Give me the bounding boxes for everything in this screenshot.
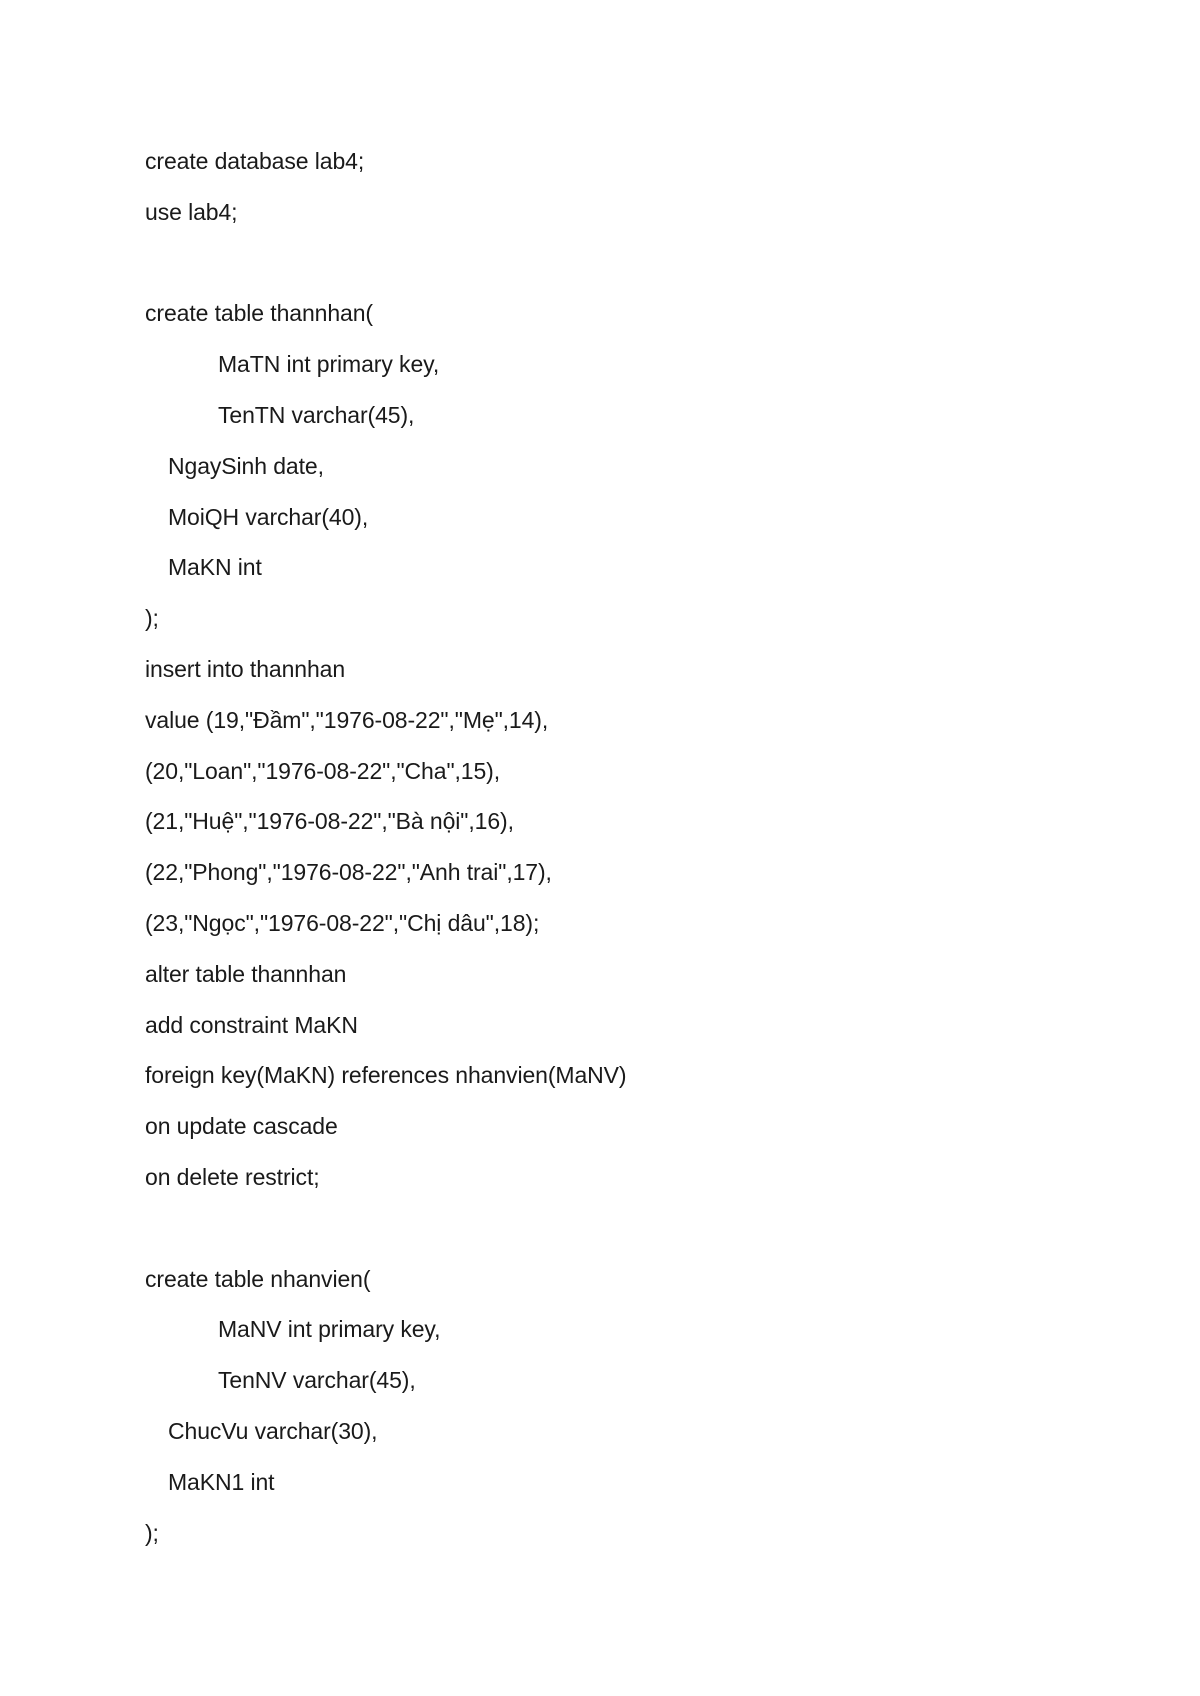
- blank-line: [0, 1203, 1200, 1254]
- text-line: );: [145, 605, 159, 632]
- text-line: MoiQH varchar(40),: [168, 503, 369, 530]
- text-line: on update cascade: [145, 1113, 338, 1140]
- text-line: alter table thannhan: [145, 960, 347, 987]
- text-line: use lab4;: [145, 198, 238, 225]
- text-line: (21,"Huệ","1976-08-22","Bà nội",16),: [145, 808, 514, 835]
- text-line: on delete restrict;: [145, 1163, 320, 1190]
- text-line: value (19,"Đầm","1976-08-22","Mẹ",14),: [145, 706, 549, 733]
- text-line: insert into thannhan: [145, 655, 346, 682]
- text-line: (23,"Ngọc","1976-08-22","Chị dâu",18);: [145, 909, 540, 936]
- text-line: ChucVu varchar(30),: [168, 1417, 378, 1444]
- text-line: (20,"Loan","1976-08-22","Cha",15),: [145, 757, 501, 784]
- document-body: [0, 136, 1200, 1558]
- text-line: MaTN int primary key,: [218, 351, 440, 378]
- text-line: create database lab4;: [145, 148, 365, 174]
- text-line: (22,"Phong","1976-08-22","Anh trai",17),: [145, 859, 552, 886]
- text-line: NgaySinh date,: [168, 452, 324, 479]
- text-line: create table thannhan(: [145, 300, 373, 327]
- blank-line: [0, 238, 1200, 289]
- text-line: create table nhanvien(: [145, 1265, 371, 1292]
- text-line: foreign key(MaKN) references nhanvien(MaNV): [145, 1062, 627, 1089]
- text-line: TenNV varchar(45),: [218, 1367, 416, 1394]
- text-line: add constraint MaKN: [145, 1011, 358, 1038]
- text-line: TenTN varchar(45),: [218, 401, 415, 428]
- text-line: MaKN int: [168, 554, 262, 581]
- text-line: );: [145, 1519, 159, 1546]
- text-line: MaNV int primary key,: [218, 1316, 441, 1343]
- text-line: MaKN1 int: [168, 1468, 275, 1495]
